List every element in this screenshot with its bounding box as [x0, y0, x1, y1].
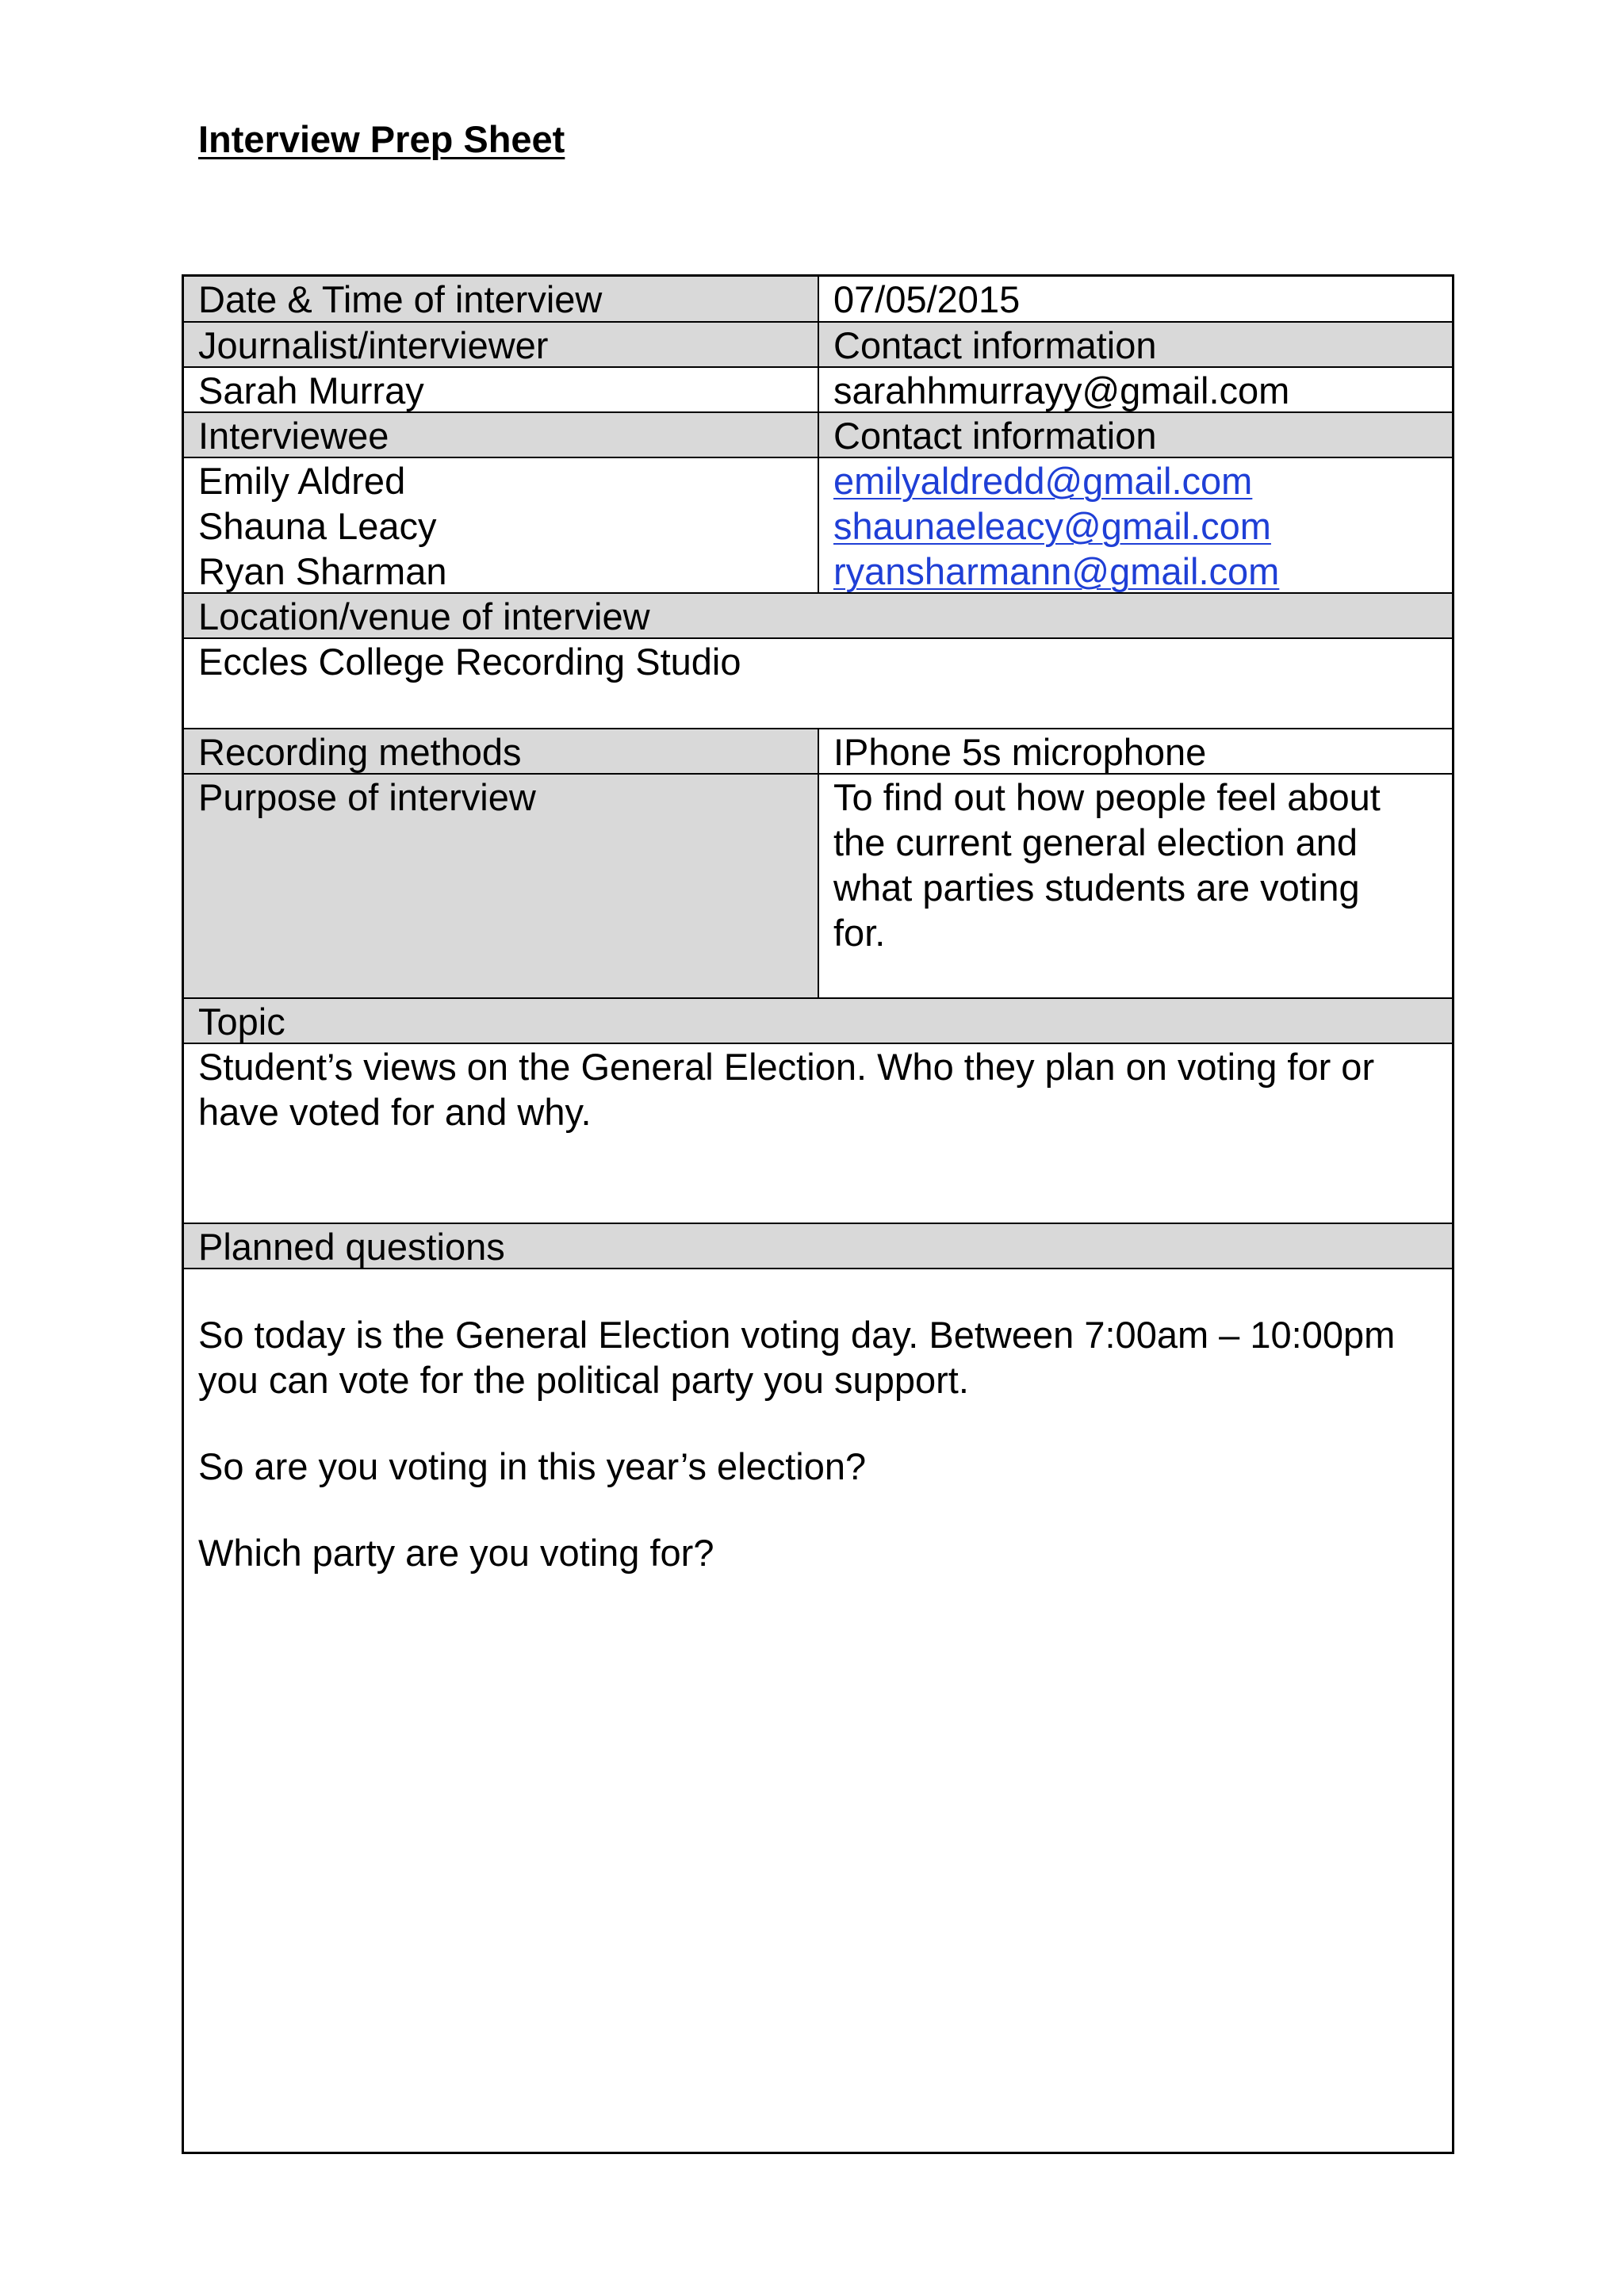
- interviewee-email-link[interactable]: shaunaeleacy@gmail.com: [833, 505, 1271, 547]
- interviewee-contact-label: Contact information: [819, 413, 1452, 457]
- journalist-header-row: [184, 323, 1452, 368]
- questions-body: [184, 1269, 1452, 2152]
- recording-value: IPhone 5s microphone: [833, 731, 1207, 773]
- topic-row: [184, 1044, 1452, 1224]
- purpose-label: Purpose of interview: [184, 775, 819, 997]
- location-row: [184, 639, 1452, 729]
- date-time-row: [184, 277, 1452, 323]
- date-time-label: Date & Time of interview: [184, 277, 819, 321]
- questions-label: Planned questions: [184, 1224, 1452, 1268]
- questions-row: [184, 1269, 1452, 2152]
- recording-row: [184, 729, 1452, 775]
- interviewee-email-link[interactable]: emilyaldredd@gmail.com: [833, 460, 1253, 502]
- interviewee-label: Interviewee: [184, 413, 819, 457]
- interviewee-header-row: [184, 413, 1452, 458]
- question-item: So are you voting in this year’s election?: [198, 1445, 867, 1487]
- interviewee-name: Shauna Leacy: [198, 505, 437, 547]
- location-value: Eccles College Recording Studio: [198, 641, 741, 683]
- location-label: Location/venue of interview: [184, 594, 1452, 637]
- journalist-contact-label: Contact information: [819, 323, 1452, 366]
- question-item: So today is the General Election voting day. Between 7:00am – 10:00pm you can vote for the political party you support.: [198, 1314, 1396, 1401]
- interviewee-names: [184, 458, 819, 592]
- interviewees-row: [184, 458, 1452, 594]
- journalist-contact: sarahhmurrayy@gmail.com: [833, 369, 1290, 411]
- journalist-row: [184, 368, 1452, 413]
- questions-header-row: [184, 1224, 1452, 1269]
- interviewee-name: Ryan Sharman: [198, 550, 447, 592]
- journalist-label: Journalist/interviewer: [184, 323, 819, 366]
- interviewee-emails: [819, 458, 1452, 592]
- topic-label: Topic: [184, 999, 1452, 1043]
- question-item: Which party are you voting for?: [198, 1532, 714, 1574]
- topic-header-row: [184, 999, 1452, 1044]
- interviewee-email-link[interactable]: ryansharmann@gmail.com: [833, 550, 1280, 592]
- interviewee-name: Emily Aldred: [198, 460, 406, 502]
- journalist-name: Sarah Murray: [184, 368, 819, 411]
- date-time-value: 07/05/2015: [833, 278, 1021, 320]
- purpose-value: To find out how people feel about the current general election and what parties students are voting for.: [833, 776, 1381, 954]
- topic-value: Student’s views on the General Election. Who they plan on voting for or have voted for and why.: [198, 1046, 1375, 1133]
- interview-prep-table: [182, 274, 1454, 2154]
- location-header-row: [184, 594, 1452, 639]
- purpose-row: [184, 775, 1452, 999]
- page-title: Interview Prep Sheet: [198, 118, 565, 160]
- recording-label: Recording methods: [184, 729, 819, 773]
